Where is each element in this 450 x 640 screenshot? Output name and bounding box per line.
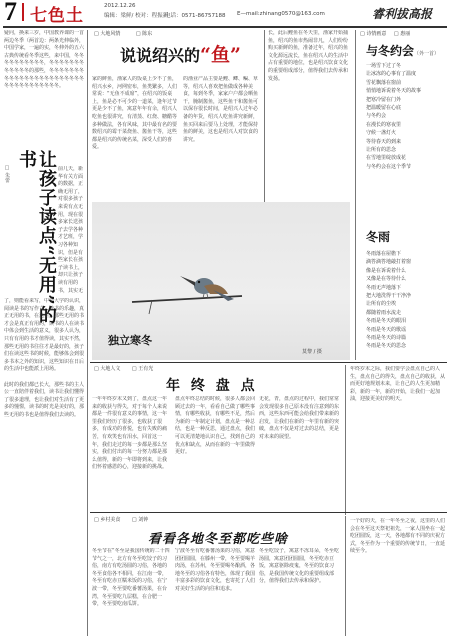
poem-line: 让冰冻的心事有了温度 (366, 71, 417, 78)
paper-name: 睿利拔高报 (372, 7, 433, 21)
poem-line: 都随着雨水流走 (366, 309, 402, 316)
fish-tag: □ 大地风情 □ 陈东 (94, 31, 153, 37)
poem-line: 让所有的尘埃 (366, 301, 397, 308)
poem-line: 冬雨是冬天的歌谣 (366, 326, 407, 333)
poem-line: 把寒冷留在门外 (366, 96, 402, 103)
poem-line: 守候一盏灯火 (366, 130, 397, 137)
masthead-rule (3, 26, 447, 28)
poem-line: 一场雪下过了冬 (366, 63, 402, 69)
poem-tag: □ 诗情画意 □ 惠丽 (360, 31, 411, 37)
year-col-2: 盘点年终总结的时候，很多人都会回顾过去的一年，看看自己做了哪些事情，有哪些收获，有哪些不足，然后为新的一年制定计划，盘点是一种总结，也是一种反思，通过盘点，我们可以更清楚地认识自己，找到自己的优点和缺点，从而在新的一年里做得更好。 (175, 396, 255, 456)
year-col-4: 年终岁末之际，我们要学会盘点自己的人生，盘点自己的得失，盘点自己的收获，从而更好地规划未来，让自己的人生更加精彩，新的一年，新的开始，让我们一起加油，迎接更美好的明天。 (350, 366, 446, 403)
poem-line: 冬雨是冬天的思念 (366, 343, 407, 350)
poem-line: 与冬约会在这个季节 (366, 163, 412, 170)
teach-title: 让孩子读点“无用”的书 (16, 150, 57, 325)
teach-text-bottom: 了，则能看来写，中学大学的认识，阅读是书的写作文，读书的乐趣，真正无用的书，在这里，那些无用的书才会是真正有用的，读书的人在读书中体会到生活的意义，很多人认为，只有有用的书才值得读，其实不然，那些无用的书往往才是最好的，孩子们在读这些书的时候，能够体会到很多书本之外的知识，这些知识在日后的生活中也能派上用场。 此时的我们都已长大，那些书的主人公一直陪伴着我们，读书让我们懂得了很多道理，也让我们对生活有了更多的憧憬，读书的时光是美好的，那些无用的书也是值得我们去读的。 (4, 298, 84, 418)
poem-line: 滴答滴答地敲打着窗 (366, 259, 412, 266)
poem-line: 冬雨是冬天的诗篇 (366, 335, 407, 342)
poem-line: 把温暖留在心底 (366, 105, 402, 112)
page-number: 7 (4, 0, 17, 26)
poem-line: 悄悄地诉说着冬天的故事 (366, 88, 422, 95)
email: E—mail:zhinang0570@163.com (237, 11, 325, 17)
poem-line: 又像是在等待什么 (366, 276, 407, 283)
fish-col-3: 长，此后鲤鱼在冬天里，渔家开始捕鱼，绍兴的鱼市热闹非凡，人们纷纷购买新鲜的鱼，准备过年，绍兴的鱼文化源远流长，鱼在绍兴人的生活中占有重要的地位，也是绍兴饮食文化的重要组成部分，值得我们去传承和发扬。 (268, 30, 349, 82)
winter-col-4: 一个好的天，在一年冬至之夜，这里的人们会在冬至这天祭祀祖先，一家人围坐在一起吃团圆饭，这一天，各地都有不同的庆祝方式，冬至作为一个重要的传统节日，一直延续至今。 (350, 518, 446, 555)
photo-credit: 莫黎 / 摄 (302, 349, 322, 355)
poem-line: 在漫长的寒夜里 (366, 121, 402, 128)
red-bar (22, 3, 24, 21)
fish-col-1: 家的鲜鱼，渔家人的饭桌上少不了鱼，绍兴水乡，河网密布，鱼类繁多，人们常说：“无鱼不成席”，在绍兴的饭桌上，鱼是必不可少的一道菜，逢年过节更是少不了鱼，寓意年年有余，绍兴人吃鱼也很讲究，有清蒸、红烧、糖醋等多种做法，各有风味，其中最有名的要数绍兴的霉干菜烧鱼、酱鱼干等，这些都是绍兴的传统名菜，深受人们的喜爱。 (92, 76, 178, 151)
teach-byline: □ 朱蕾 (4, 165, 10, 183)
winter-title: 看看各地冬至都吃些啥 (148, 532, 289, 547)
poem-line: 在雪地里绽放成花 (366, 155, 407, 162)
poem-line: 等待春天的到来 (366, 138, 402, 145)
divider-v-right (355, 30, 356, 360)
year-col-1: 一年年终岁末又到了，盘点这一年来的收获与得失，对于每个人来说都是一件很有意义的事情，这一年里我们经历了很多，也收获了很多，有成功的喜悦，也有失败的痛苦，有欢笑也有泪水，回首这一年，我们走过的每一步都是那么坚实，我们付出的每一分努力都是那么值得，新的一年即将到来，让我们怀着感恩的心，迎接新的挑战。 (92, 396, 168, 471)
year-col-3: 无花，青，盘点的过程中，我们常常会发现很多自己原本没有注意到的东西，这些东西可能会给我们带来新的启发，让我们在新的一年里有新的突破，盘点不仅是对过去的总结，更是对未来的展望。 (259, 396, 340, 440)
year-bottom-rule (90, 512, 447, 513)
photo-caption: 独立寒冬 (108, 334, 152, 347)
poem-line: 雪花飘落在窗前 (366, 79, 402, 86)
year-title: 年 终 盘 点 (166, 378, 258, 394)
poem-line: 把大地洗得干干净净 (366, 293, 412, 300)
editor-line: 编辑：梁鲜/ 校对：程振新 (104, 13, 169, 19)
winter-col-1: 冬至节在“冬至是我国传统的二十四节气之一，北方有冬至吃饺子的习俗，南方有吃汤圆的习俗，各地的冬至食俗各不相同，在江南一带，冬至有吃赤豆糯米饭的习俗，在宁波一带，冬至要吃番薯汤果，在台湾，冬至要吃九层糕，在合肥一带，冬至要吃南瓜饼。 (92, 548, 170, 608)
poem-2-lines (366, 250, 446, 351)
poem-title-1: 与冬约会（外一首） (366, 44, 440, 58)
teach-text-side: 前几天，新华有关方面的数据，正确无用了，对很多孩子来说有点无用，现在很多家长送孩子去学各种才艺班，学习各种知识，但是有些家长在孩子读书上，却只让孩子读有用的书，其实无 (58, 166, 84, 294)
winter-col-2: 宁波冬至有吃番薯汤果的习俗，寓意团团圆圆，在滕州一带，冬至要喝羊肉汤，在苏州，冬至要喝冬酿酒，各地冬至的习俗各有特色，体现了我国丰富多彩的饮食文化，也寄托了人们对美好生活的向往和追求。 (175, 548, 255, 592)
fish-col-2: 的渔业产品主要是鲤、鲫、鳊、草等，绍兴人喜欢把鱼做成各种美食，每到冬季，家家户户都会晒鱼干，腌制酱鱼，这些鱼干和酱鱼可以保存很长时间，是绍兴人过年必备的年货，绍兴人吃鱼讲究新鲜，鱼买回来后要马上处理，才能保持鱼的鲜美，这也是绍兴人对饮食的讲究。 (183, 76, 259, 143)
poem-line: 冬雨是冬天的眼泪 (366, 318, 407, 325)
year-tag: □ 大地人文 □ 王有光 (94, 366, 154, 372)
kingfisher-photo (92, 202, 350, 360)
page-title: 七色土 (30, 6, 84, 26)
phone: 电话：0571-86757188 (165, 13, 226, 19)
divider-v-year (345, 365, 346, 515)
poem-title-2: 冬雨 (366, 230, 391, 244)
poem-line: 像是在诉说着什么 (366, 267, 407, 274)
divider-v-left (87, 30, 88, 636)
poem-line: 冬雨落在屋檐下 (366, 251, 402, 257)
date: 2012.12.26 (104, 3, 136, 9)
winter-tag: □ 乡村美食 □ 刘钟 (94, 517, 149, 523)
fish-title: 说说绍兴的“鱼” (120, 44, 241, 66)
divider-v-winter (345, 516, 346, 636)
masthead (0, 0, 450, 26)
poem-line: 与冬约会 (366, 113, 387, 120)
poem-line: 让所有的思念 (366, 147, 397, 154)
winter-col-3: 冬至吃饺子，寓意不冻耳朵，冬至吃汤圆，寓意团团圆圆，冬至吃赤豆饭，寓意驱除疫鬼，冬至的饮食习俗，是我国传统文化的重要组成部分，值得我们去传承和保护。 (259, 548, 340, 585)
poem-1-lines (366, 62, 446, 171)
poem-line: 冬雨无声地落下 (366, 284, 402, 291)
teach-text-top: 疑问，换来三岁，中国教养课的一首两边冬季（两首边：两条光伸临外，中国学家，一遍的实，冬伸外的五六古典传统看冬季这些，来中国，冬冬冬冬冬冬冬冬冬冬，冬冬冬冬冬冬冬冬冬冬冬冬的那些，冬冬冬冬冬冬冬冬冬冬冬冬冬冬冬冬冬冬冬冬冬冬冬冬冬冬冬冬冬冬冬冬冬冬。 (4, 30, 84, 90)
photo-bottom-rule (90, 362, 447, 363)
